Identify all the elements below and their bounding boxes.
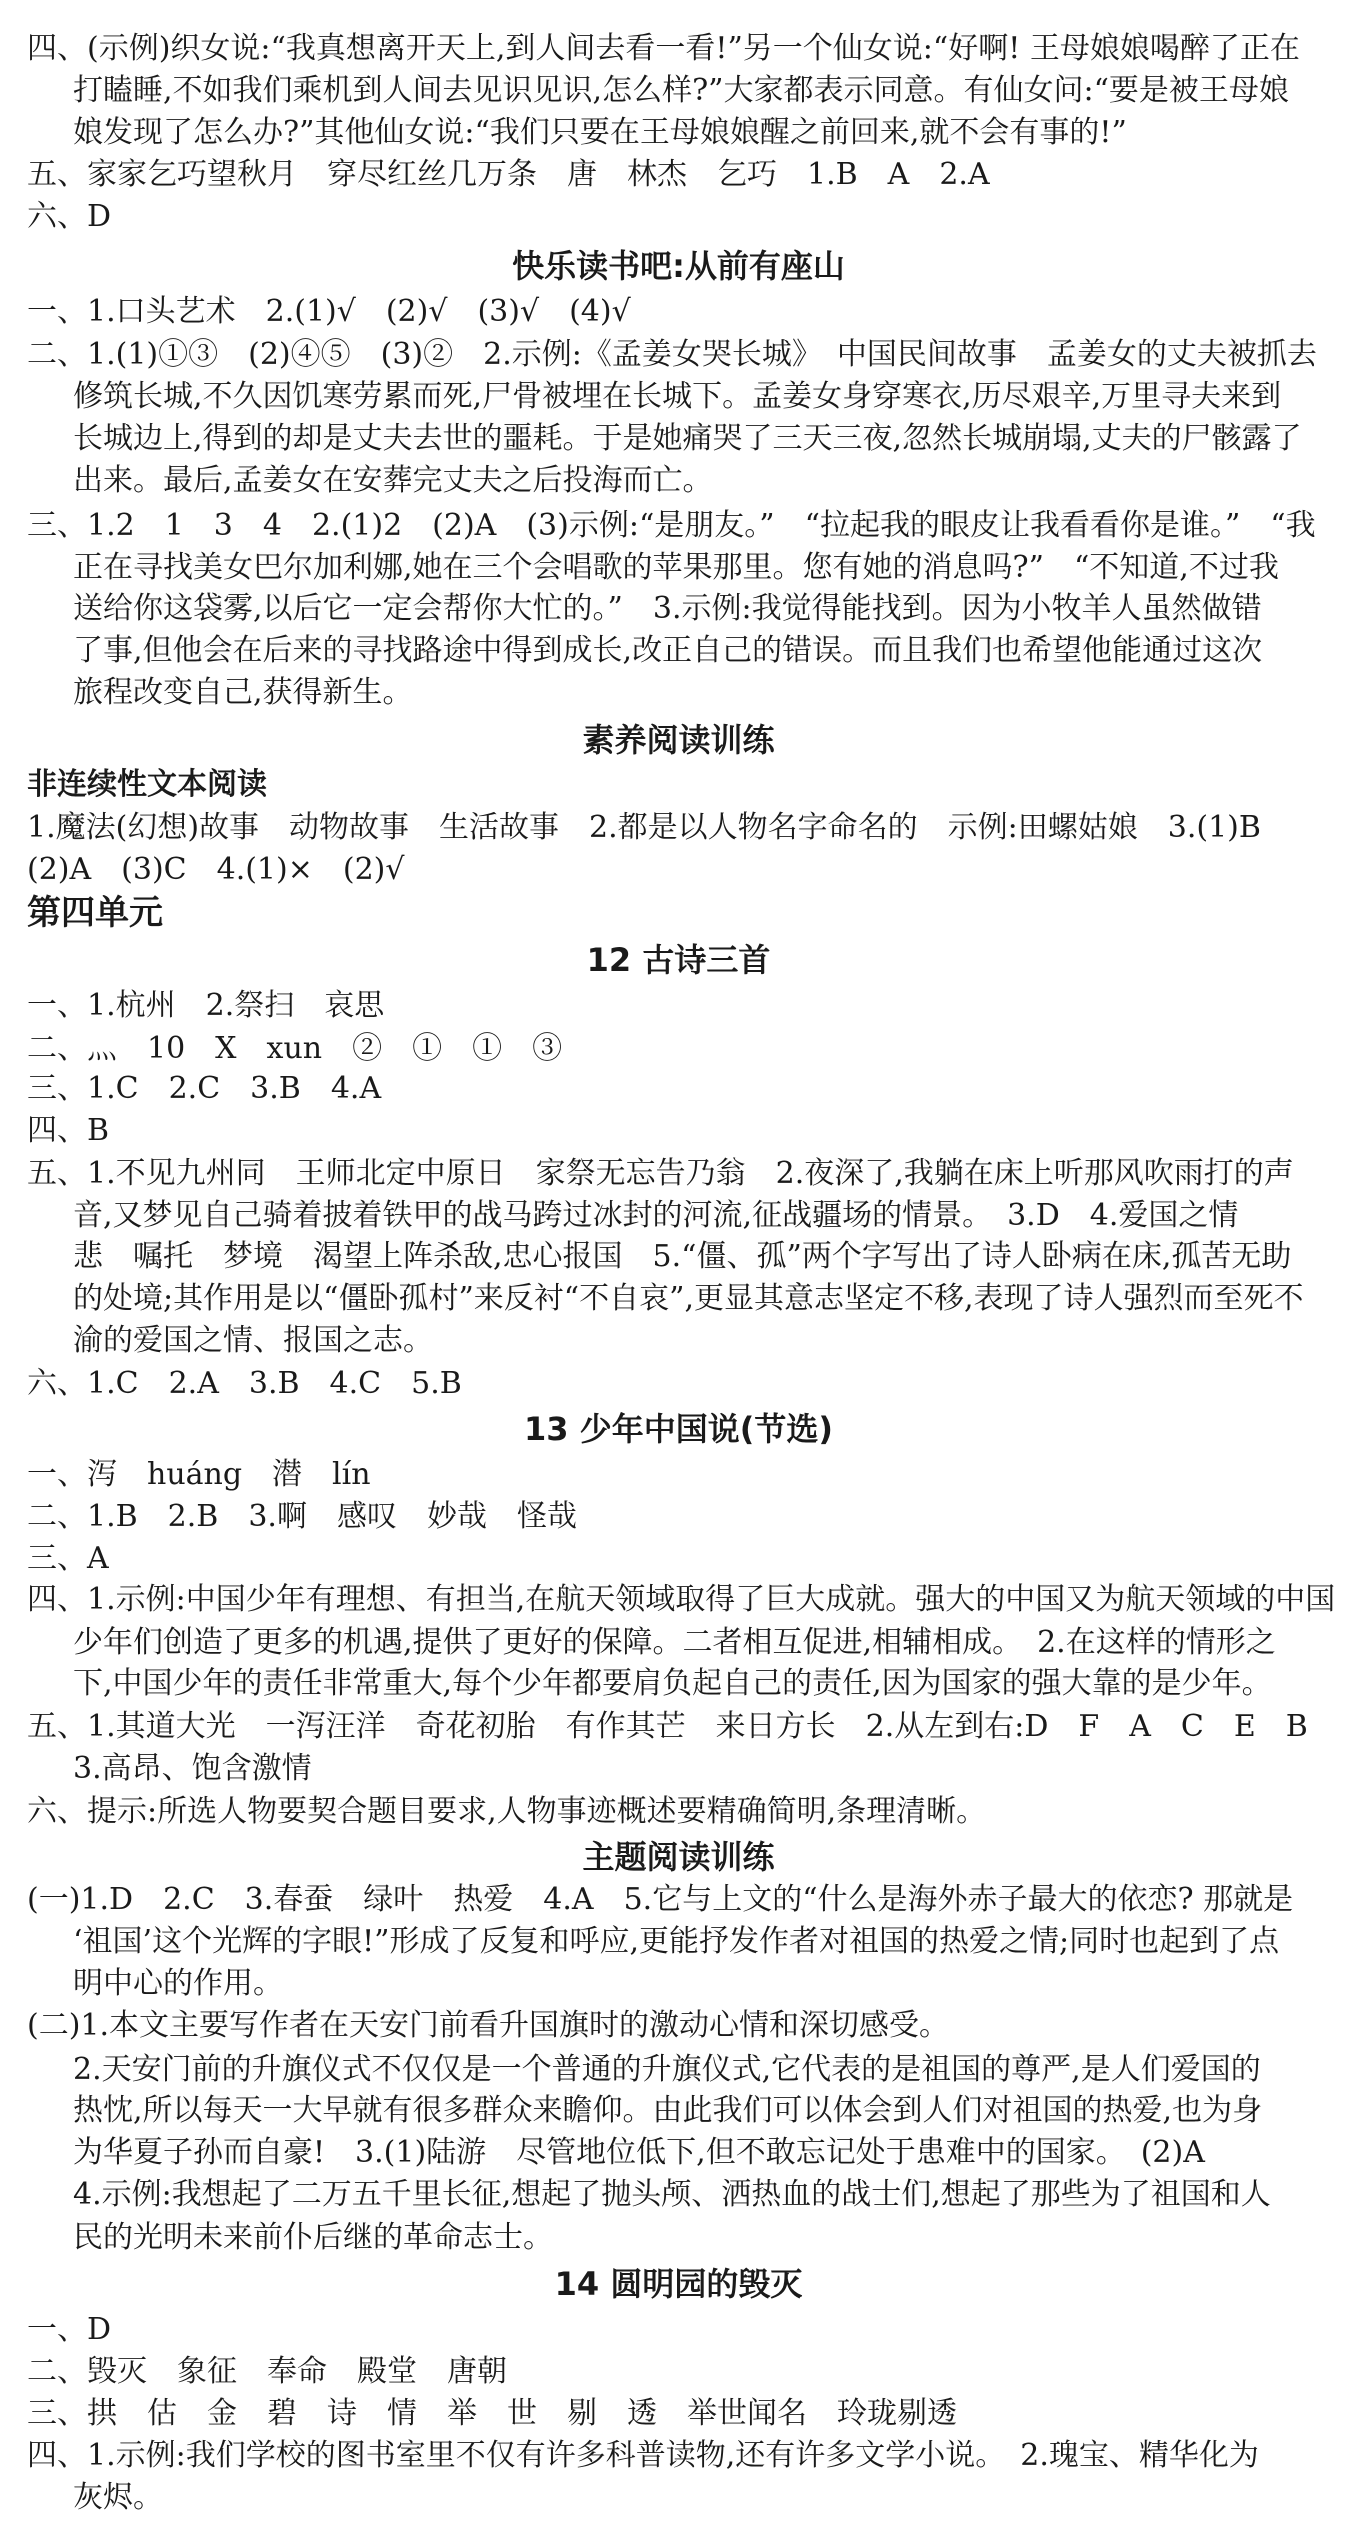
answer-line: 民的光明未来前仆后继的革命志士。: [73, 2220, 553, 2255]
answer-line: 二、毁灭 象征 奉命 殿堂 唐朝: [27, 2354, 507, 2389]
answer-line: 第四单元: [27, 893, 163, 933]
answer-line: 修筑长城,不久因饥寒劳累而死,尸骨被埋在长城下。孟姜女身穿寒衣,历尽艰辛,万里寻夫来到: [73, 379, 1282, 414]
answer-line: (2)A (3)C 4.(1)× (2)√: [27, 852, 405, 887]
answer-line: 一、D: [27, 2312, 112, 2347]
answer-line: 一、泻 huáng 潜 lín: [27, 1457, 371, 1492]
answer-line: ‘祖国’这个光辉的字眼!”形成了反复和呼应,更能抒发作者对祖国的热爱之情;同时也起到了点: [73, 1924, 1280, 1959]
answer-line: 出来。最后,孟姜女在安葬完丈夫之后投海而亡。: [73, 463, 713, 498]
answer-line: 五、1.不见九州同 王师北定中原日 家祭无忘告乃翁 2.夜深了,我躺在床上听那风吹雨打的声: [27, 1156, 1294, 1191]
answer-line: 五、家家乞巧望秋月 穿尽红丝几万条 唐 林杰 乞巧 1.B A 2.A: [27, 157, 990, 192]
answer-line: 一、1.杭州 2.祭扫 哀思: [27, 988, 385, 1023]
answer-line: 四、B: [27, 1113, 110, 1148]
answer-line: 四、1.示例:我们学校的图书室里不仅有许多科普读物,还有许多文学小说。 2.瑰宝、精华化为: [27, 2438, 1259, 2473]
answer-line: 娘发现了怎么办?”其他仙女说:“我们只要在王母娘娘醒之前回来,就不会有事的!”: [73, 115, 1127, 150]
answer-line: 六、1.C 2.A 3.B 4.C 5.B: [27, 1366, 462, 1401]
answer-line: 下,中国少年的责任非常重大,每个少年都要肩负起自己的责任,因为国家的强大靠的是少年。: [73, 1666, 1272, 1701]
answer-line: 1.魔法(幻想)故事 动物故事 生活故事 2.都是以人物名字命名的 示例:田螺姑娘 3.(1)B: [27, 810, 1261, 845]
answer-line: 二、灬 10 X xun ② ① ① ③: [27, 1031, 563, 1066]
section-heading: 13 少年中国说(节选): [524, 1410, 833, 1448]
section-heading: 主题阅读训练: [582, 1838, 775, 1876]
answer-line: (二)1.本文主要写作者在天安门前看升国旗时的激动心情和深切感受。: [27, 2008, 950, 2043]
answer-line: 三、1.2 1 3 4 2.(1)2 (2)A (3)示例:“是朋友。” “拉起我的眼皮让我看看你是谁。” “我: [27, 508, 1316, 543]
answer-line: 的处境;其作用是以“僵卧孤村”来反衬“不自哀”,更显其意志坚定不移,表现了诗人强烈而至死不: [73, 1281, 1304, 1316]
section-heading: 14 圆明园的毁灭: [554, 2265, 803, 2303]
answer-line: 3.高昂、饱含激情: [73, 1751, 312, 1786]
answer-line: 渝的爱国之情、报国之志。: [73, 1323, 433, 1358]
answer-line: (一)1.D 2.C 3.春蚕 绿叶 热爱 4.A 5.它与上文的“什么是海外赤子最大的依恋? 那就是: [27, 1882, 1294, 1917]
answer-line: 四、(示例)织女说:“我真想离开天上,到人间去看一看!”另一个仙女说:“好啊! 王母娘娘喝醉了正在: [27, 31, 1300, 66]
answer-line: 四、1.示例:中国少年有理想、有担当,在航天领域取得了巨大成就。强大的中国又为航天领域的中国: [27, 1582, 1336, 1617]
answer-line: 长城边上,得到的却是丈夫去世的噩耗。于是她痛哭了三天三夜,忽然长城崩塌,丈夫的尸骸露了: [73, 421, 1302, 456]
answer-line: 热忱,所以每天一大早就有很多群众来瞻仰。由此我们可以体会到人们对祖国的热爱,也为身: [73, 2093, 1263, 2128]
answer-line: 二、1.(1)①③ (2)④⑤ (3)② 2.示例:《孟姜女哭长城》 中国民间故事 孟姜女的丈夫被抓去: [27, 337, 1317, 372]
answer-line: 二、1.B 2.B 3.啊 感叹 妙哉 怪哉: [27, 1499, 577, 1534]
answer-line: 六、提示:所选人物要契合题目要求,人物事迹概述要精确简明,条理清晰。: [27, 1794, 987, 1829]
answer-line: 2.天安门前的升旗仪式不仅仅是一个普通的升旗仪式,它代表的是祖国的尊严,是人们爱国的: [73, 2052, 1261, 2087]
answer-line: 三、拱 估 金 碧 诗 情 举 世 剔 透 举世闻名 玲珑剔透: [27, 2396, 957, 2431]
answer-line: 音,又梦见自己骑着披着铁甲的战马跨过冰封的河流,征战疆场的情景。 3.D 4.爱国之情: [73, 1198, 1239, 1233]
answer-line: 灰烬。: [73, 2480, 163, 2515]
answer-line: 明中心的作用。: [73, 1966, 283, 2001]
answer-line: 了事,但他会在后来的寻找路途中得到成长,改正自己的错误。而且我们也希望他能通过这次: [73, 633, 1263, 668]
answer-line: 三、1.C 2.C 3.B 4.A: [27, 1071, 382, 1106]
answer-line: 五、1.其道大光 一泻汪洋 奇花初胎 有作其芒 来日方长 2.从左到右:D F A C E B: [27, 1709, 1308, 1744]
answer-line: 三、A: [27, 1541, 109, 1576]
answer-line: 悲 嘱托 梦境 渴望上阵杀敌,忠心报国 5.“僵、孤”两个字写出了诗人卧病在床,孤苦无助: [73, 1239, 1292, 1274]
answer-line: 为华夏子孙而自豪! 3.(1)陆游 尽管地位低下,但不敢忘记处于患难中的国家。 (2)A: [73, 2135, 1205, 2170]
answer-line: 旅程改变自己,获得新生。: [73, 675, 413, 710]
answer-line: 六、D: [27, 199, 112, 234]
section-heading: 12 古诗三首: [586, 941, 771, 979]
answer-line: 正在寻找美女巴尔加利娜,她在三个会唱歌的苹果那里。您有她的消息吗?” “不知道,不过我: [73, 550, 1279, 585]
answer-line: 送给你这袋雾,以后它一定会帮你大忙的。” 3.示例:我觉得能找到。因为小牧羊人虽然做错: [73, 591, 1262, 626]
section-heading: 快乐读书吧:从前有座山: [512, 247, 845, 285]
answer-line: 一、1.口头艺术 2.(1)√ (2)√ (3)√ (4)√: [27, 294, 631, 329]
answer-line: 打瞌睡,不如我们乘机到人间去见识见识,怎么样?”大家都表示同意。有仙女问:“要是被王母娘: [73, 73, 1289, 108]
answer-line: 4.示例:我想起了二万五千里长征,想起了抛头颅、洒热血的战士们,想起了那些为了祖国和人: [73, 2177, 1271, 2212]
answer-line: 非连续性文本阅读: [27, 767, 267, 802]
section-heading: 素养阅读训练: [582, 721, 775, 759]
answer-line: 少年们创造了更多的机遇,提供了更好的保障。二者相互促进,相辅相成。 2.在这样的情形之: [73, 1625, 1276, 1660]
